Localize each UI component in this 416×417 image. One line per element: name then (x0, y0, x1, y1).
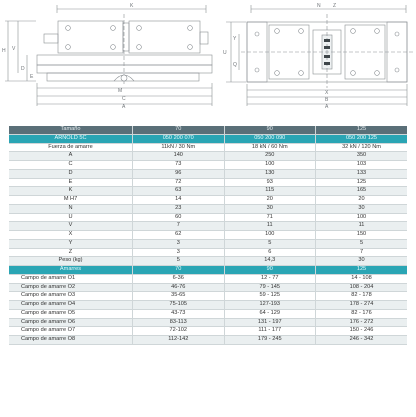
row-value: 11kN / 30 Nm (133, 143, 225, 152)
header-size-70: 70 (133, 126, 225, 134)
row-value: 5 (133, 257, 225, 266)
spec-table (9, 126, 407, 345)
row-label: Campo de amarre O8 (9, 336, 133, 345)
row-label: Campo de amarre O6 (9, 318, 133, 327)
dim-label-y: Y (233, 36, 237, 42)
row-value: 115 (224, 187, 316, 196)
model-code-70: 050 200 070 (133, 134, 225, 143)
row-value: 59 - 125 (224, 292, 316, 301)
dim-label-q: Q (233, 62, 237, 68)
row-label: Campo de amarre O3 (9, 292, 133, 301)
row-value: 108 - 204 (316, 283, 408, 292)
row-value: 127-193 (224, 301, 316, 310)
dim-label-m: M (118, 88, 123, 94)
row-value: 71 (224, 213, 316, 222)
row-value: 125 (316, 178, 408, 187)
row-label: D (9, 169, 133, 178)
table-row (9, 196, 407, 205)
row-label: N (9, 204, 133, 213)
dim-label-a-top: A (325, 104, 329, 110)
row-value: 83-113 (133, 318, 225, 327)
row-value: 90 (224, 266, 316, 275)
row-value: 6-36 (133, 274, 225, 283)
row-value: 100 (316, 213, 408, 222)
spec-table-body (9, 126, 407, 344)
table-row (9, 204, 407, 213)
row-value: 179 - 245 (224, 336, 316, 345)
row-value: 12 - 77 (224, 274, 316, 283)
dim-label-e: E (30, 74, 34, 80)
table-row (9, 336, 407, 345)
dim-label-k: K (130, 3, 134, 9)
table-row (9, 231, 407, 240)
table-row (9, 248, 407, 257)
model-label: ARNOLD 5C (9, 134, 133, 143)
table-row (9, 222, 407, 231)
row-value: 165 (316, 187, 408, 196)
row-value: 3 (133, 239, 225, 248)
table-row (9, 161, 407, 170)
row-value: 30 (224, 204, 316, 213)
row-label: Campo de amarre O2 (9, 283, 133, 292)
table-row (9, 327, 407, 336)
row-value: 130 (224, 169, 316, 178)
row-value: 79 - 145 (224, 283, 316, 292)
table-row (9, 187, 407, 196)
row-label: Campo de amarre O7 (9, 327, 133, 336)
header-label: Tamaño (9, 126, 133, 134)
dim-label-c: C (122, 96, 126, 102)
dim-label-n: N (317, 3, 321, 9)
table-header-row (9, 126, 407, 134)
row-value: 23 (133, 204, 225, 213)
table-row (9, 309, 407, 318)
row-value: 60 (133, 213, 225, 222)
row-label: Campo de amarre O4 (9, 301, 133, 310)
row-value: 63 (133, 187, 225, 196)
row-value: 178 - 274 (316, 301, 408, 310)
table-row (9, 301, 407, 310)
table-row (9, 178, 407, 187)
row-label: Peso (kg) (9, 257, 133, 266)
dim-label-h: H (2, 48, 6, 54)
row-value: 96 (133, 169, 225, 178)
table-row (9, 257, 407, 266)
row-value: 150 - 246 (316, 327, 408, 336)
row-value: 100 (224, 161, 316, 170)
row-value: 35-65 (133, 292, 225, 301)
row-value: 32 kN / 120 Nm (316, 143, 408, 152)
row-value: 14 - 108 (316, 274, 408, 283)
row-value: 62 (133, 231, 225, 240)
row-value: 72 (133, 178, 225, 187)
table-row (9, 152, 407, 161)
row-value: 350 (316, 152, 408, 161)
row-value: 250 (224, 152, 316, 161)
row-value: 111 - 177 (224, 327, 316, 336)
row-value: 20 (316, 196, 408, 205)
top-view-drawing (221, 0, 416, 110)
row-value: 3 (133, 248, 225, 257)
row-label: U (9, 213, 133, 222)
section-row (9, 266, 407, 275)
row-label: Campo de amarre O5 (9, 309, 133, 318)
table-row (9, 169, 407, 178)
table-row (9, 274, 407, 283)
row-value: 11 (316, 222, 408, 231)
row-value: 14,3 (224, 257, 316, 266)
row-value: 133 (316, 169, 408, 178)
row-value: 112-142 (133, 336, 225, 345)
row-label: A (9, 152, 133, 161)
row-value: 30 (316, 257, 408, 266)
front-view-drawing (0, 0, 215, 110)
row-value: 82 - 176 (316, 309, 408, 318)
row-label: Fuerza de amarre (9, 143, 133, 152)
dim-label-u: U (223, 50, 227, 56)
row-value: 14 (133, 196, 225, 205)
front-view-svg (0, 0, 215, 110)
row-value: 5 (224, 239, 316, 248)
row-value: 30 (316, 204, 408, 213)
table-row (9, 143, 407, 152)
row-label: K (9, 187, 133, 196)
row-value: 5 (316, 239, 408, 248)
row-value: 7 (316, 248, 408, 257)
row-value: 73 (133, 161, 225, 170)
dim-label-v: V (12, 46, 16, 52)
header-size-125: 125 (316, 126, 408, 134)
dim-label-d: D (21, 66, 25, 72)
row-value: 20 (224, 196, 316, 205)
dim-label-x: X (325, 90, 329, 96)
table-row (9, 239, 407, 248)
row-value: 93 (224, 178, 316, 187)
row-value: 43-73 (133, 309, 225, 318)
row-value: 72-102 (133, 327, 225, 336)
row-value: 75-105 (133, 301, 225, 310)
row-label: Campo de amarre O1 (9, 274, 133, 283)
row-value: 7 (133, 222, 225, 231)
row-value: 64 - 129 (224, 309, 316, 318)
row-value: 11 (224, 222, 316, 231)
row-label: Amarres (9, 266, 133, 275)
row-value: 246 - 342 (316, 336, 408, 345)
row-label: Y (9, 239, 133, 248)
row-label: V (9, 222, 133, 231)
row-value: 46-76 (133, 283, 225, 292)
row-value: 131 - 197 (224, 318, 316, 327)
row-value: 176 - 272 (316, 318, 408, 327)
row-value: 125 (316, 266, 408, 275)
row-value: 103 (316, 161, 408, 170)
dim-label-b: B (325, 97, 329, 103)
row-value: 82 - 178 (316, 292, 408, 301)
row-label: E (9, 178, 133, 187)
row-value: 70 (133, 266, 225, 275)
top-view-svg (221, 0, 416, 110)
table-row (9, 213, 407, 222)
table-row (9, 283, 407, 292)
table-row (9, 292, 407, 301)
header-size-90: 90 (224, 126, 316, 134)
row-value: 18 kN / 60 Nm (224, 143, 316, 152)
dim-label-z: Z (333, 3, 337, 9)
row-label: C (9, 161, 133, 170)
row-value: 6 (224, 248, 316, 257)
model-row (9, 134, 407, 143)
model-code-125: 050 200 125 (316, 134, 408, 143)
table-row (9, 318, 407, 327)
row-value: 150 (316, 231, 408, 240)
row-label: M H7 (9, 196, 133, 205)
row-label: X (9, 231, 133, 240)
dim-label-a: A (122, 104, 126, 110)
row-label: Z (9, 248, 133, 257)
model-code-90: 050 200 090 (224, 134, 316, 143)
row-value: 100 (224, 231, 316, 240)
row-value: 140 (133, 152, 225, 161)
